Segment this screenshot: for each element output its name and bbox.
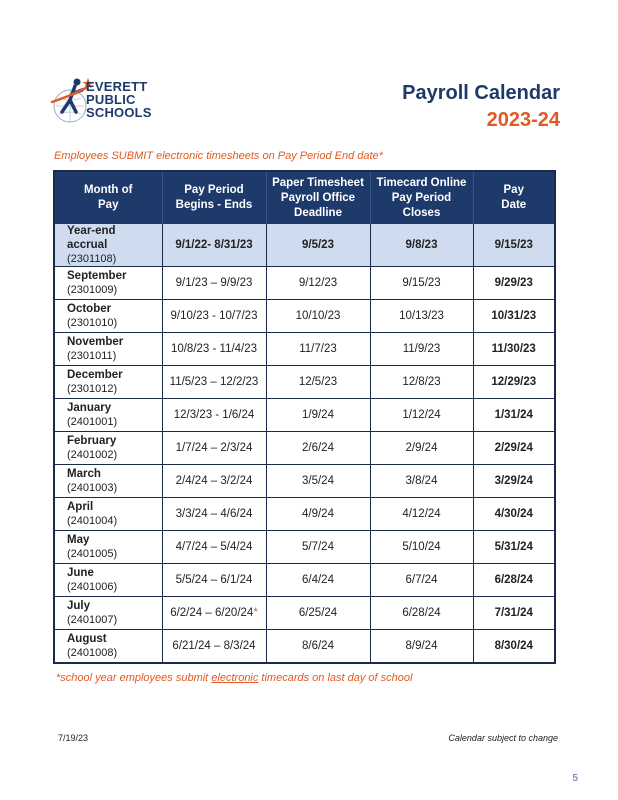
paper-deadline-cell: 2/6/24: [266, 432, 370, 465]
table-row: [54, 564, 555, 597]
online-closes-cell: 6/7/24: [370, 564, 473, 597]
month-name: January: [67, 402, 112, 414]
paper-deadline-cell: 3/5/24: [266, 465, 370, 498]
pay-period-cell: 6/21/24 – 8/3/24: [162, 630, 266, 664]
header-pay-date: Pay Date: [473, 171, 555, 224]
footnote-mark: *: [253, 607, 258, 619]
month-name: May: [67, 534, 90, 546]
paper-deadline-cell: 4/9/24: [266, 498, 370, 531]
page-year: 2023-24: [486, 109, 560, 131]
month-code: (2301010): [67, 317, 118, 329]
online-closes-cell: 1/12/24: [370, 399, 473, 432]
pay-date-cell: 3/29/24: [473, 465, 555, 498]
document-date: 7/19/23: [58, 733, 89, 743]
month-name: February: [67, 435, 117, 447]
month-code: (2401001): [67, 416, 118, 428]
month-cell: [54, 564, 162, 597]
month-name: August: [67, 633, 107, 645]
school-year-note: *school year employees submit electronic timecards on last day of school: [56, 672, 413, 684]
paper-deadline-cell: 9/5/23: [266, 224, 370, 267]
pay-date-cell: 8/30/24: [473, 630, 555, 664]
paper-deadline-cell: 11/7/23: [266, 333, 370, 366]
pay-date-cell: 10/31/23: [473, 300, 555, 333]
month-name: June: [67, 567, 94, 579]
pay-period-cell: 9/1/22- 8/31/23: [162, 224, 266, 267]
logo-line-1: EVERETT: [86, 79, 148, 94]
month-cell: [54, 300, 162, 333]
table-row: [54, 531, 555, 564]
month-code: (2401008): [67, 647, 118, 659]
month-name: October: [67, 303, 112, 315]
table-row: [54, 399, 555, 432]
pay-date-cell: 7/31/24: [473, 597, 555, 630]
month-cell: [54, 465, 162, 498]
month-code: (2401007): [67, 614, 118, 626]
table-row: [54, 465, 555, 498]
paper-deadline-cell: 8/6/24: [266, 630, 370, 664]
month-cell: [54, 366, 162, 399]
month-name: November: [67, 336, 124, 348]
logo-line-3: SCHOOLS: [86, 105, 152, 120]
table-row: [54, 300, 555, 333]
logo-wordmark: [86, 80, 152, 119]
pay-date-cell: 9/29/23: [473, 267, 555, 300]
month-code: (2401006): [67, 581, 118, 593]
month-name: March: [67, 468, 101, 480]
pay-period-cell: 2/4/24 – 3/2/24: [162, 465, 266, 498]
pay-period-cell: 11/5/23 – 12/2/23: [162, 366, 266, 399]
table-row: [54, 498, 555, 531]
online-closes-cell: 8/9/24: [370, 630, 473, 664]
pay-period-cell: 1/7/24 – 2/3/24: [162, 432, 266, 465]
pay-period-cell: 6/2/24 – 6/20/24*: [162, 597, 266, 630]
payroll-table: [53, 170, 556, 664]
table-row: [54, 597, 555, 630]
header-online-closes: Timecard Online Pay Period Closes: [370, 171, 473, 224]
pay-period-cell: 5/5/24 – 6/1/24: [162, 564, 266, 597]
table-row: [54, 224, 555, 267]
pay-period-cell: 10/8/23 - 11/4/23: [162, 333, 266, 366]
online-closes-cell: 10/13/23: [370, 300, 473, 333]
month-cell: [54, 498, 162, 531]
month-code: (2301108): [67, 253, 117, 265]
table-row: [54, 366, 555, 399]
month-name: Year-end accrual: [67, 225, 116, 251]
online-closes-cell: 6/28/24: [370, 597, 473, 630]
table-row: [54, 432, 555, 465]
submit-note: Employees SUBMIT electronic timesheets on Pay Period End date*: [54, 150, 383, 162]
pay-period-cell: 3/3/24 – 4/6/24: [162, 498, 266, 531]
pay-period-cell: 12/3/23 - 1/6/24: [162, 399, 266, 432]
table-header-row: [54, 171, 555, 224]
month-code: (2401005): [67, 548, 118, 560]
paper-deadline-cell: 1/9/24: [266, 399, 370, 432]
paper-deadline-cell: 10/10/23: [266, 300, 370, 333]
month-cell: [54, 531, 162, 564]
month-code: (2401002): [67, 449, 118, 461]
pay-date-cell: 1/31/24: [473, 399, 555, 432]
paper-deadline-cell: 6/25/24: [266, 597, 370, 630]
month-code: (2301011): [67, 350, 117, 362]
month-code: (2401004): [67, 515, 118, 527]
month-cell: [54, 224, 162, 267]
pay-period-cell: 9/10/23 - 10/7/23: [162, 300, 266, 333]
pay-date-cell: 5/31/24: [473, 531, 555, 564]
month-name: July: [67, 600, 91, 612]
table-row: [54, 630, 555, 664]
online-closes-cell: 9/15/23: [370, 267, 473, 300]
online-closes-cell: 12/8/23: [370, 366, 473, 399]
pay-date-cell: 6/28/24: [473, 564, 555, 597]
table-row: [54, 267, 555, 300]
paper-deadline-cell: 6/4/24: [266, 564, 370, 597]
subject-to-change-note: Calendar subject to change: [448, 733, 558, 743]
table-row: [54, 333, 555, 366]
month-cell: [54, 597, 162, 630]
month-cell: [54, 333, 162, 366]
page-number: 5: [572, 773, 578, 784]
pay-period-cell: 4/7/24 – 5/4/24: [162, 531, 266, 564]
month-name: September: [67, 270, 127, 282]
online-closes-cell: 5/10/24: [370, 531, 473, 564]
header-paper-deadline: Paper Timesheet Payroll Office Deadline: [266, 171, 370, 224]
online-closes-cell: 3/8/24: [370, 465, 473, 498]
pay-period-cell: 9/1/23 – 9/9/23: [162, 267, 266, 300]
month-code: (2301009): [67, 284, 118, 296]
paper-deadline-cell: 5/7/24: [266, 531, 370, 564]
pay-date-cell: 11/30/23: [473, 333, 555, 366]
month-cell: [54, 399, 162, 432]
logo-line-2: PUBLIC: [86, 92, 136, 107]
month-cell: [54, 630, 162, 664]
paper-deadline-cell: 12/5/23: [266, 366, 370, 399]
month-cell: [54, 267, 162, 300]
online-closes-cell: 9/8/23: [370, 224, 473, 267]
header-month: Month of Pay: [54, 171, 162, 224]
online-closes-cell: 11/9/23: [370, 333, 473, 366]
header-period: Pay Period Begins - Ends: [162, 171, 266, 224]
online-closes-cell: 2/9/24: [370, 432, 473, 465]
month-code: (2301012): [67, 383, 118, 395]
online-closes-cell: 4/12/24: [370, 498, 473, 531]
month-code: (2401003): [67, 482, 118, 494]
month-name: April: [67, 501, 94, 513]
pay-date-cell: 9/15/23: [473, 224, 555, 267]
paper-deadline-cell: 9/12/23: [266, 267, 370, 300]
month-name: December: [67, 369, 123, 381]
page-title: Payroll Calendar: [402, 82, 560, 104]
pay-date-cell: 4/30/24: [473, 498, 555, 531]
pay-date-cell: 2/29/24: [473, 432, 555, 465]
month-cell: [54, 432, 162, 465]
pay-date-cell: 12/29/23: [473, 366, 555, 399]
